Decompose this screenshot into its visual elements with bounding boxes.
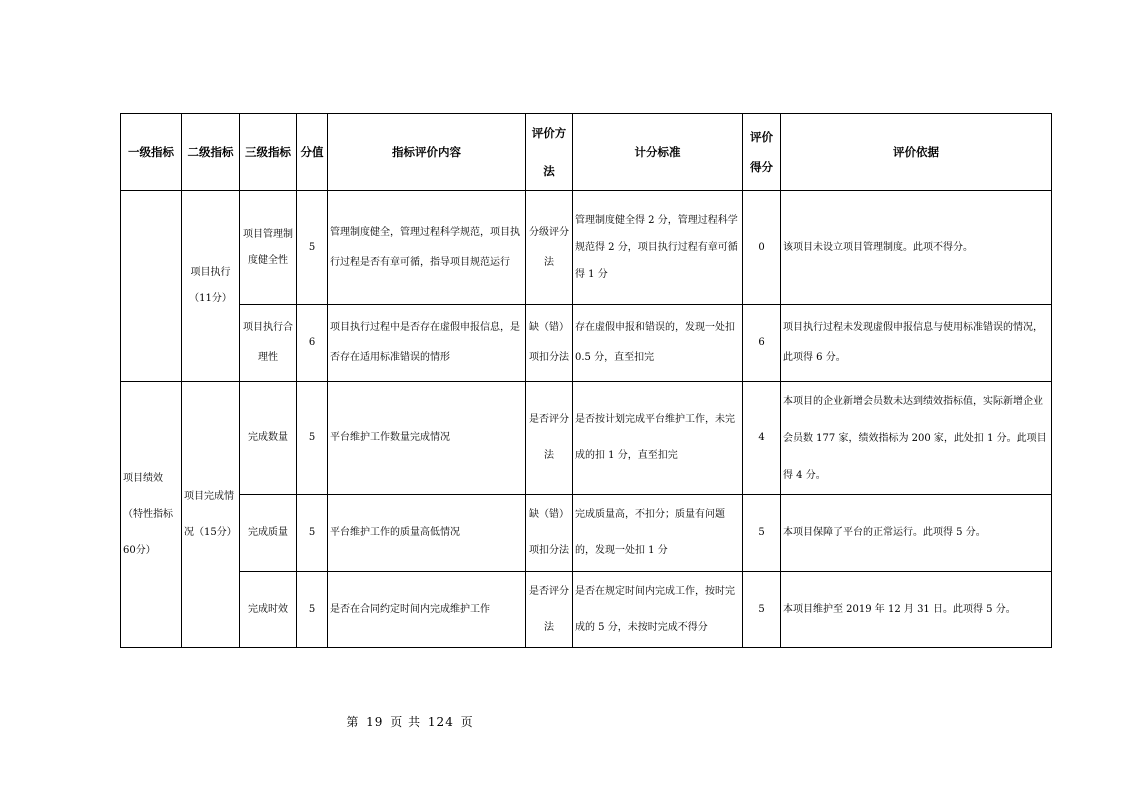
content-cell: 项目执行过程中是否存在虚假申报信息，是否存在适用标准错误的情形 [328, 305, 526, 382]
header-method: 评价方法 [526, 114, 573, 191]
content-cell: 平台维护工作数量完成情况 [328, 382, 526, 495]
table-row [121, 382, 1052, 495]
score-cell: 5 [743, 495, 781, 572]
header-level2: 二级指标 [182, 114, 240, 191]
method-cell: 是否评分法 [526, 382, 573, 495]
method-cell: 是否评分法 [526, 572, 573, 648]
level1-cell-empty [121, 191, 182, 382]
basis-cell: 项目执行过程未发现虚假申报信息与使用标准错误的情况，此项得 6 分。 [781, 305, 1052, 382]
page-footer [0, 713, 820, 730]
content-cell: 管理制度健全，管理过程科学规范，项目执行过程是否有章可循，指导项目规范运行 [328, 191, 526, 305]
header-standard: 计分标准 [573, 114, 743, 191]
header-basis: 评价依据 [781, 114, 1052, 191]
level3-cell: 完成数量 [240, 382, 297, 495]
header-level1: 一级指标 [121, 114, 182, 191]
level1-cell-perf: 项目绩效（特性指标60分） [121, 382, 182, 648]
level2-cell-exec: 项目执行（11分） [182, 191, 240, 382]
standard-cell: 完成质量高，不扣分；质量有问题的，发现一处扣 1 分 [573, 495, 743, 572]
standard-cell: 管理制度健全得 2 分，管理过程科学规范得 2 分，项目执行过程有章可循得 1 分 [573, 191, 743, 305]
level3-cell: 完成时效 [240, 572, 297, 648]
standard-cell: 是否在规定时间内完成工作，按时完成的 5 分，未按时完成不得分 [573, 572, 743, 648]
level3-cell: 项目管理制度健全性 [240, 191, 297, 305]
evaluation-table [120, 113, 1052, 648]
table-row [121, 305, 1052, 382]
content-cell: 平台维护工作的质量高低情况 [328, 495, 526, 572]
score-cell: 5 [743, 572, 781, 648]
weight-cell: 6 [297, 305, 328, 382]
footer-suffix: 页 [460, 715, 474, 729]
weight-cell: 5 [297, 572, 328, 648]
basis-cell: 本项目保障了平台的正常运行。此项得 5 分。 [781, 495, 1052, 572]
table-row [121, 572, 1052, 648]
method-cell: 缺（错）项扣分法 [526, 305, 573, 382]
footer-middle: 页 共 [390, 715, 422, 729]
content-cell: 是否在合同约定时间内完成维护工作 [328, 572, 526, 648]
score-cell: 4 [743, 382, 781, 495]
standard-cell: 存在虚假申报和错误的，发现一处扣 0.5 分，直至扣完 [573, 305, 743, 382]
weight-cell: 5 [297, 191, 328, 305]
header-weight: 分值 [297, 114, 328, 191]
header-score: 评价得分 [743, 114, 781, 191]
method-cell: 分级评分法 [526, 191, 573, 305]
standard-cell: 是否按计划完成平台维护工作，未完成的扣 1 分，直至扣完 [573, 382, 743, 495]
method-cell: 缺（错）项扣分法 [526, 495, 573, 572]
current-page-number: 19 [366, 715, 384, 729]
table-row [121, 191, 1052, 305]
basis-cell: 本项目的企业新增会员数未达到绩效指标值，实际新增企业会员数 177 家，绩效指标为 200 家，此处扣 1 分。此项目得 4 分。 [781, 382, 1052, 495]
table-row [121, 495, 1052, 572]
weight-cell: 5 [297, 382, 328, 495]
basis-cell: 该项目未设立项目管理制度。此项不得分。 [781, 191, 1052, 305]
header-level3: 三级指标 [240, 114, 297, 191]
level3-cell: 完成质量 [240, 495, 297, 572]
score-cell: 0 [743, 191, 781, 305]
basis-cell: 本项目维护至 2019 年 12 月 31 日。此项得 5 分。 [781, 572, 1052, 648]
level3-cell: 项目执行合理性 [240, 305, 297, 382]
header-content: 指标评价内容 [328, 114, 526, 191]
weight-cell: 5 [297, 495, 328, 572]
header-row [121, 114, 1052, 191]
level2-cell-perf: 项目完成情况（15分） [182, 382, 240, 648]
score-cell: 6 [743, 305, 781, 382]
total-page-count: 124 [427, 715, 454, 729]
footer-prefix: 第 [346, 715, 360, 729]
